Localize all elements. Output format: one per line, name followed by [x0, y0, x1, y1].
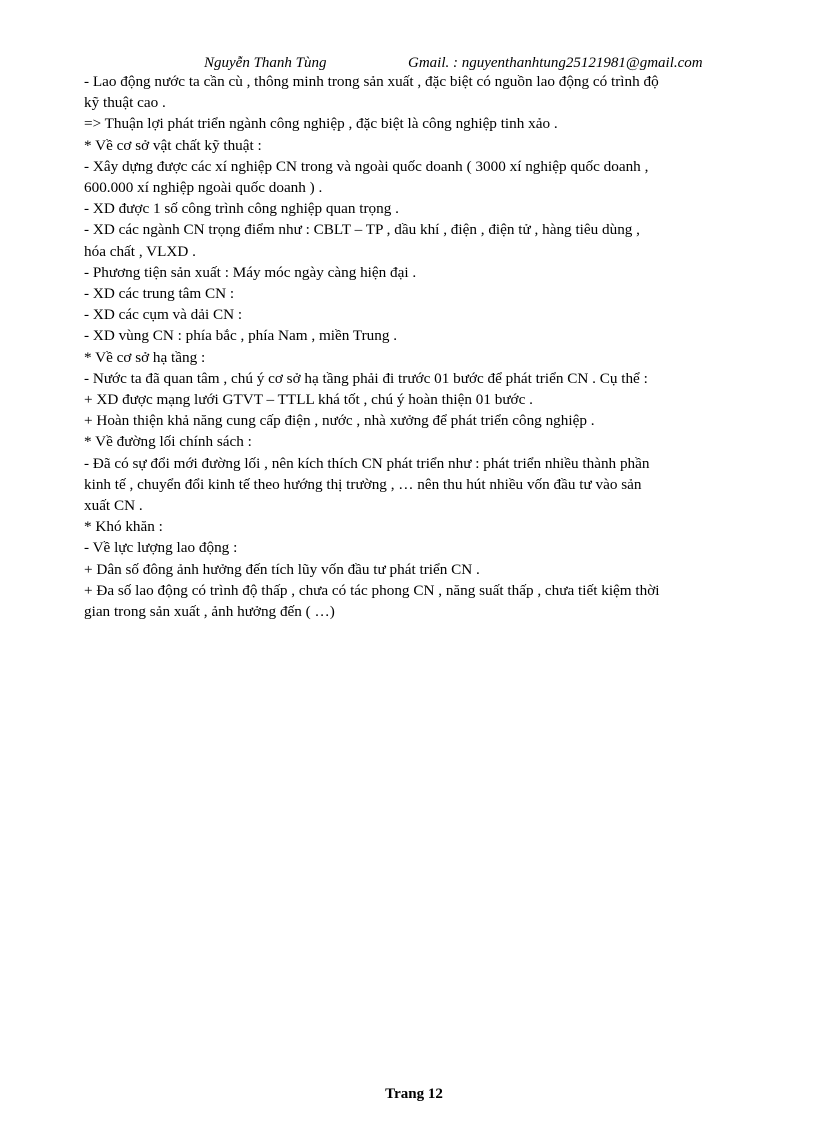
text-line: hóa chất , VLXD . — [84, 242, 196, 260]
text-line: - Xây dựng được các xí nghiệp CN trong và ngoài quốc doanh ( 3000 xí nghiệp quốc doanh , — [84, 157, 649, 175]
text-line: - Phương tiện sản xuất : Máy móc ngày càng hiện đại . — [84, 263, 417, 281]
text-line: - Lao động nước ta cần cù , thông minh trong sản xuất , đặc biệt có nguồn lao động có trình độ — [84, 73, 659, 90]
page-header — [0, 53, 816, 73]
text-line: - XD các trung tâm CN : — [84, 285, 235, 303]
text-line: - Nước ta đã quan tâm , chú ý cơ sở hạ tầng phải đi trước 01 bước để phát triển CN . Cụ thể : — [84, 369, 648, 387]
text-line: * Khó khăn : — [84, 518, 163, 536]
header-author: Nguyễn Thanh Tùng — [204, 55, 327, 71]
text-line: + Hoàn thiện khả năng cung cấp điện , nước , nhà xưởng để phát triển công nghiệp . — [84, 412, 595, 430]
header-email: Gmail. : nguyenthanhtung25121981@gmail.com — [408, 55, 703, 71]
document-body — [84, 71, 744, 622]
text-line: - XD được 1 số công trình công nghiệp quan trọng . — [84, 200, 399, 218]
text-line: gian trong sản xuất , ảnh hưởng đến ( …) — [84, 603, 335, 621]
text-line: kinh tế , chuyển đổi kinh tế theo hướng thị trường , … nên thu hút nhiều vốn đầu tư vào sản — [84, 475, 642, 493]
text-line: + XD được mạng lưới GTVT – TTLL khá tốt , chú ý hoàn thiện 01 bước . — [84, 391, 533, 409]
text-line: + Đa số lao động có trình độ thấp , chưa có tác phong CN , năng suất thấp , chưa tiết kiệm thời — [84, 581, 660, 599]
text-line: * Về cơ sở vật chất kỹ thuật : — [84, 136, 262, 154]
text-line: * Về đường lối chính sách : — [84, 433, 252, 451]
text-line: - Đã có sự đổi mới đường lối , nên kích thích CN phát triển như : phát triển nhiều thành phần — [84, 454, 650, 472]
text-line: xuất CN . — [84, 497, 143, 515]
text-line: - XD các ngành CN trọng điểm như : CBLT – TP , dầu khí , điện , điện tử , hàng tiêu dùng , — [84, 221, 640, 239]
page-footer — [0, 1084, 816, 1104]
text-line: + Dân số đông ảnh hưởng đến tích lũy vốn đầu tư phát triển CN . — [84, 560, 480, 578]
text-line: kỹ thuật cao . — [84, 94, 166, 112]
text-line: => Thuận lợi phát triển ngành công nghiệp , đặc biệt là công nghiệp tinh xảo . — [84, 115, 558, 133]
text-line: 600.000 xí nghiệp ngoài quốc doanh ) . — [84, 179, 323, 197]
text-line: - XD vùng CN : phía bắc , phía Nam , miền Trung . — [84, 327, 398, 345]
text-line: - XD các cụm và dải CN : — [84, 306, 243, 324]
page-number: Trang 12 — [385, 1086, 443, 1102]
text-line: - Về lực lượng lao động : — [84, 539, 238, 557]
text-line: * Về cơ sở hạ tầng : — [84, 348, 206, 366]
